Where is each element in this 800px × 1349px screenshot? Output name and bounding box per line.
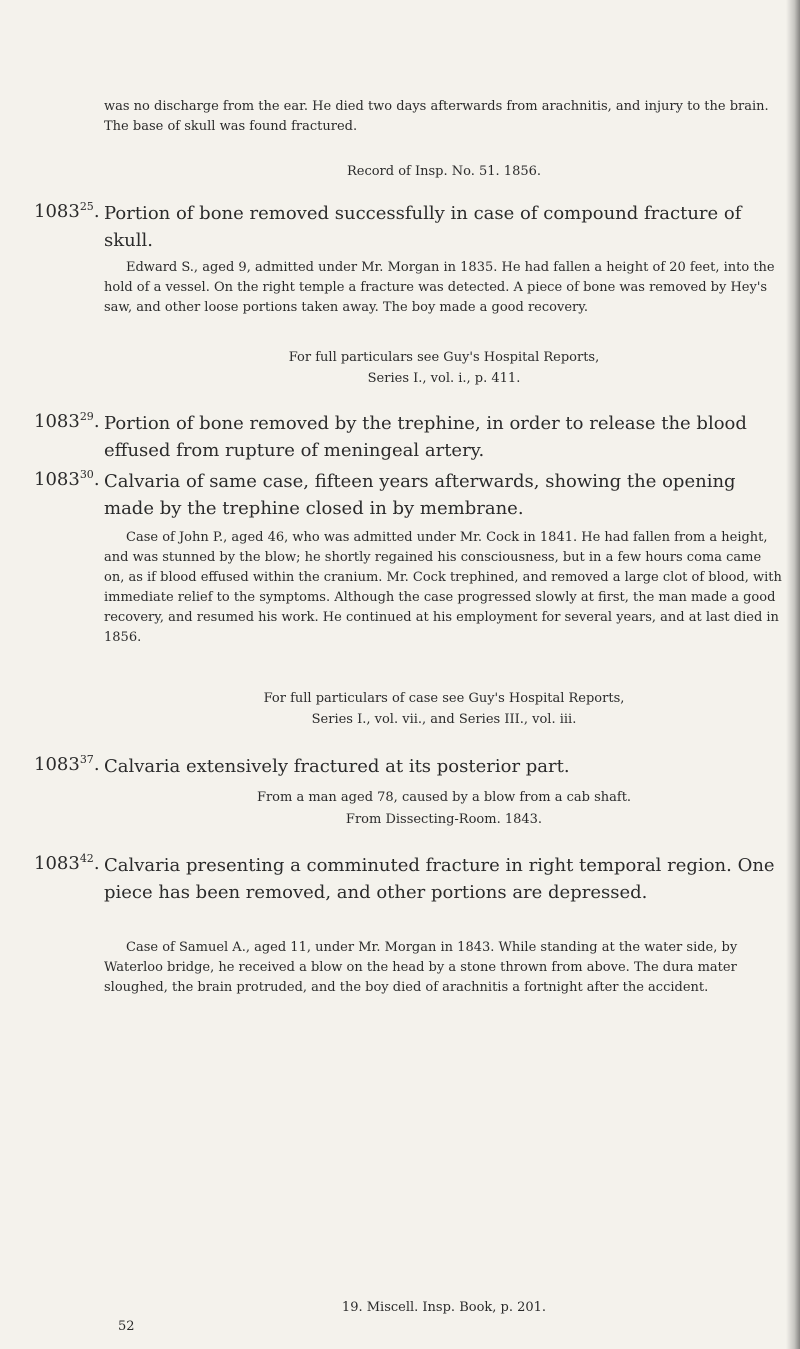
page-edge-shadow: [786, 0, 800, 1349]
entry-number: 1083$^{37}$.: [34, 753, 100, 775]
entry-number: 1083$^{29}$.: [34, 410, 100, 432]
continuation-text: was no discharge from the ear. He died two days afterwards from arachnitis, and injury to the brain. The base of skull was found fractured.: [104, 99, 769, 134]
entry-title: Calvaria extensively fractured at its posterior part.: [104, 756, 570, 777]
entry-title: Calvaria presenting a comminuted fracture in right temporal region. One piece has been removed, and other portions are depressed.: [104, 855, 775, 903]
entry-number: 1083$^{30}$.: [34, 468, 100, 490]
continuation-record: Record of Insp. No. 51. 1856.: [346, 164, 542, 179]
entry-reference: 19. Miscell. Insp. Book, p. 201.: [341, 1300, 547, 1315]
entry-body: Edward S., aged 9, admitted under Mr. Morgan in 1835. He had fallen a height of 20 feet, into the hold of a vessel. On the right temple a fracture was detected. A piece of bone was removed by Hey's saw, and other loose portions taken away. The boy made a good recovery.: [104, 260, 775, 315]
entry-body: Case of John P., aged 46, who was admitted under Mr. Cock in 1841. He had fallen from a height, and was stunned by the blow; he shortly regained his consciousness, but in a few hours coma came on, as if blood effused within the cranium. Mr. Cock trephined, and removed a large clot of blood, with immediate relief to the symptoms. Although the case progressed slowly at first, the man made a good recovery, and resumed his work. He continued at his employment for several years, and at last died in 1856.: [104, 530, 782, 645]
entry-body: Case of Samuel A., aged 11, under Mr. Morgan in 1843. While standing at the water side, by Waterloo bridge, he received a blow on the head by a stone thrown from above. The dura mater sloughed, the brain protruded, and the boy died of arachnitis a fortnight after the accident.: [104, 940, 738, 995]
entry-body: From a man aged 78, caused by a blow from a cab shaft.: [256, 790, 632, 805]
entry-reference: Series I., vol. vii., and Series III., vol. iii.: [311, 712, 577, 727]
entry-title: Portion of bone removed successfully in case of compound fracture of skull.: [104, 203, 742, 251]
entry-number: 1083$^{25}$.: [34, 200, 100, 222]
entry-title: Portion of bone removed by the trephine, in order to release the blood effused from rupture of meningeal artery.: [104, 413, 747, 461]
entry-title: Calvaria of same case, fifteen years afterwards, showing the opening made by the trephine closed in by membrane.: [104, 471, 736, 519]
entry-reference: For full particulars see Guy's Hospital Reports,: [288, 350, 600, 365]
page-number: 52: [118, 1319, 135, 1334]
entry-reference: Series I., vol. i., p. 411.: [367, 371, 521, 386]
entry-reference: From Dissecting-Room. 1843.: [345, 812, 543, 827]
entry-number: 1083$^{42}$.: [34, 852, 100, 874]
entry-reference: For full particulars of case see Guy's Hospital Reports,: [263, 691, 625, 706]
